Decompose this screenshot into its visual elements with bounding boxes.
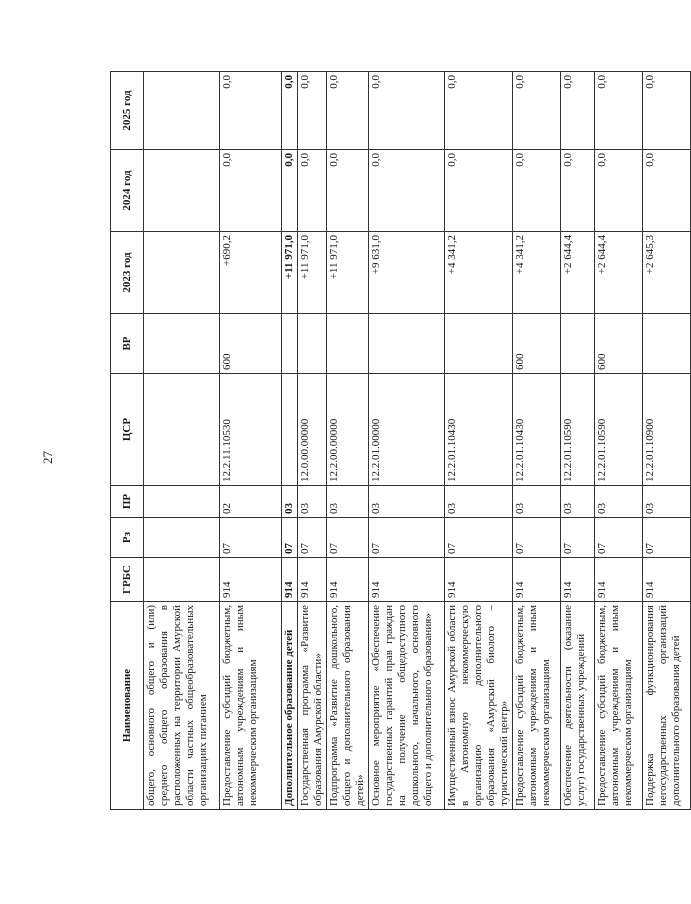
header-cell: ПР [111,486,144,518]
cell-pr: 03 [326,486,368,518]
cell-pr: 03 [642,486,690,518]
cell-rz: 07 [642,518,690,558]
cell-csr: 12.2.01.10430 [444,374,512,486]
cell-rz: 07 [220,518,282,558]
header-row [111,72,144,810]
cell-y2023: +11 971,0 [297,232,326,314]
cell-name: общего, основного общего и (или) среднего общего образования в расположенных на территории Амурской области частных общеобразовательных организациях питанием [144,602,220,810]
cell-rz: 07 [297,518,326,558]
cell-y2025: 0,0 [444,72,512,150]
header-cell: 2023 год [111,232,144,314]
cell-rz: 07 [368,518,444,558]
table-row [512,72,560,810]
table-row [642,72,690,810]
cell-grbs [144,558,220,602]
cell-rz: 07 [560,518,594,558]
header-cell: Наименование [111,602,144,810]
header-cell: ЦСР [111,374,144,486]
table-row [594,72,642,810]
cell-y2023: +2 645,3 [642,232,690,314]
cell-name: Предоставление субсидий бюджетным, автономным учреждениям и иным некоммерческим организациям [594,602,642,810]
cell-csr: 12.2.01.10590 [594,374,642,486]
cell-csr: 12.2.00.00000 [326,374,368,486]
cell-y2023: +11 971,0 [282,232,298,314]
table-row [326,72,368,810]
cell-vr [560,314,594,374]
cell-rz [144,518,220,558]
cell-y2024: 0,0 [326,150,368,232]
cell-y2025: 0,0 [642,72,690,150]
cell-csr [282,374,298,486]
cell-y2025: 0,0 [220,72,282,150]
cell-name: Государственная программа «Развитие образования Амурской области» [297,602,326,810]
cell-y2023: +11 971,0 [326,232,368,314]
cell-pr: 03 [512,486,560,518]
cell-vr [642,314,690,374]
cell-grbs: 914 [220,558,282,602]
cell-grbs: 914 [594,558,642,602]
table-row [560,72,594,810]
cell-name: Поддержка функционирования негосударственных организаций дополнительного образования детей [642,602,690,810]
cell-pr: 03 [444,486,512,518]
cell-pr: 03 [282,486,298,518]
cell-y2023: +690,2 [220,232,282,314]
header-cell: ВР [111,314,144,374]
cell-vr [297,314,326,374]
cell-csr: 12.2.01.10590 [560,374,594,486]
header-cell: 2024 год [111,150,144,232]
cell-grbs: 914 [642,558,690,602]
budget-table [110,71,691,810]
cell-name: Предоставление субсидий бюджетным, автономным учреждениям и иным некоммерческим организациям [512,602,560,810]
table-row [282,72,298,810]
cell-y2024: 0,0 [444,150,512,232]
cell-y2025: 0,0 [512,72,560,150]
cell-y2024: 0,0 [560,150,594,232]
cell-y2025: 0,0 [297,72,326,150]
cell-y2024: 0,0 [297,150,326,232]
cell-y2023: +4 341,2 [444,232,512,314]
cell-vr [282,314,298,374]
cell-y2025: 0,0 [282,72,298,150]
cell-vr: 600 [512,314,560,374]
cell-y2024: 0,0 [282,150,298,232]
cell-name: Обеспечение деятельности (оказание услуг) государственных учреждений [560,602,594,810]
table-row [144,72,220,810]
page-number: 27 [40,451,55,464]
cell-pr: 03 [368,486,444,518]
cell-y2024: 0,0 [368,150,444,232]
cell-csr: 12.2.01.10430 [512,374,560,486]
header-cell: 2025 год [111,72,144,150]
cell-grbs: 914 [282,558,298,602]
cell-y2025 [144,72,220,150]
cell-rz: 07 [282,518,298,558]
cell-y2024: 0,0 [220,150,282,232]
cell-csr: 12.0.00.00000 [297,374,326,486]
cell-grbs: 914 [297,558,326,602]
cell-grbs: 914 [560,558,594,602]
table-row [368,72,444,810]
cell-y2024 [144,150,220,232]
cell-y2023: +2 644,4 [560,232,594,314]
cell-vr: 600 [220,314,282,374]
header-cell: Рз [111,518,144,558]
cell-pr [144,486,220,518]
cell-grbs: 914 [512,558,560,602]
table-row [220,72,282,810]
cell-csr: 12.2.01.10900 [642,374,690,486]
cell-pr: 02 [220,486,282,518]
cell-pr: 03 [594,486,642,518]
cell-y2024: 0,0 [642,150,690,232]
cell-grbs: 914 [444,558,512,602]
cell-vr [368,314,444,374]
header-cell: ГРБС [111,558,144,602]
cell-y2023: +9 631,0 [368,232,444,314]
cell-y2023 [144,232,220,314]
cell-csr: 12.2.01.00000 [368,374,444,486]
cell-y2023: +2 644,4 [594,232,642,314]
cell-grbs: 914 [368,558,444,602]
cell-vr [144,314,220,374]
cell-y2024: 0,0 [512,150,560,232]
cell-y2024: 0,0 [594,150,642,232]
cell-name: Основное мероприятие «Обеспечение государственных гарантий прав граждан на получение общедоступного дошкольного, начального, основного общего и дополнительного образования» [368,602,444,810]
cell-name: Имущественный взнос Амурской области в Автономную некоммерческую организацию дополнительного образования «Амурский биолого – туристический центр» [444,602,512,810]
cell-name: Подпрограмма «Развитие дошкольного, общего и дополнительного образования детей» [326,602,368,810]
cell-vr [444,314,512,374]
cell-vr: 600 [594,314,642,374]
cell-grbs: 914 [326,558,368,602]
cell-rz: 07 [594,518,642,558]
cell-name: Предоставление субсидий бюджетным, автономным учреждениям и иным некоммерческим организациям [220,602,282,810]
cell-y2025: 0,0 [368,72,444,150]
cell-rz: 07 [512,518,560,558]
cell-csr: 12.2.11.10530 [220,374,282,486]
cell-vr [326,314,368,374]
table-row [444,72,512,810]
cell-y2025: 0,0 [560,72,594,150]
cell-pr: 03 [297,486,326,518]
cell-y2023: +4 341,2 [512,232,560,314]
cell-rz: 07 [444,518,512,558]
cell-y2025: 0,0 [326,72,368,150]
cell-pr: 03 [560,486,594,518]
cell-name: Дополнительное образование детей [282,602,298,810]
cell-y2025: 0,0 [594,72,642,150]
cell-csr [144,374,220,486]
rotated-table-wrapper [110,72,682,810]
table-row [297,72,326,810]
table-body [144,72,691,810]
cell-rz: 07 [326,518,368,558]
